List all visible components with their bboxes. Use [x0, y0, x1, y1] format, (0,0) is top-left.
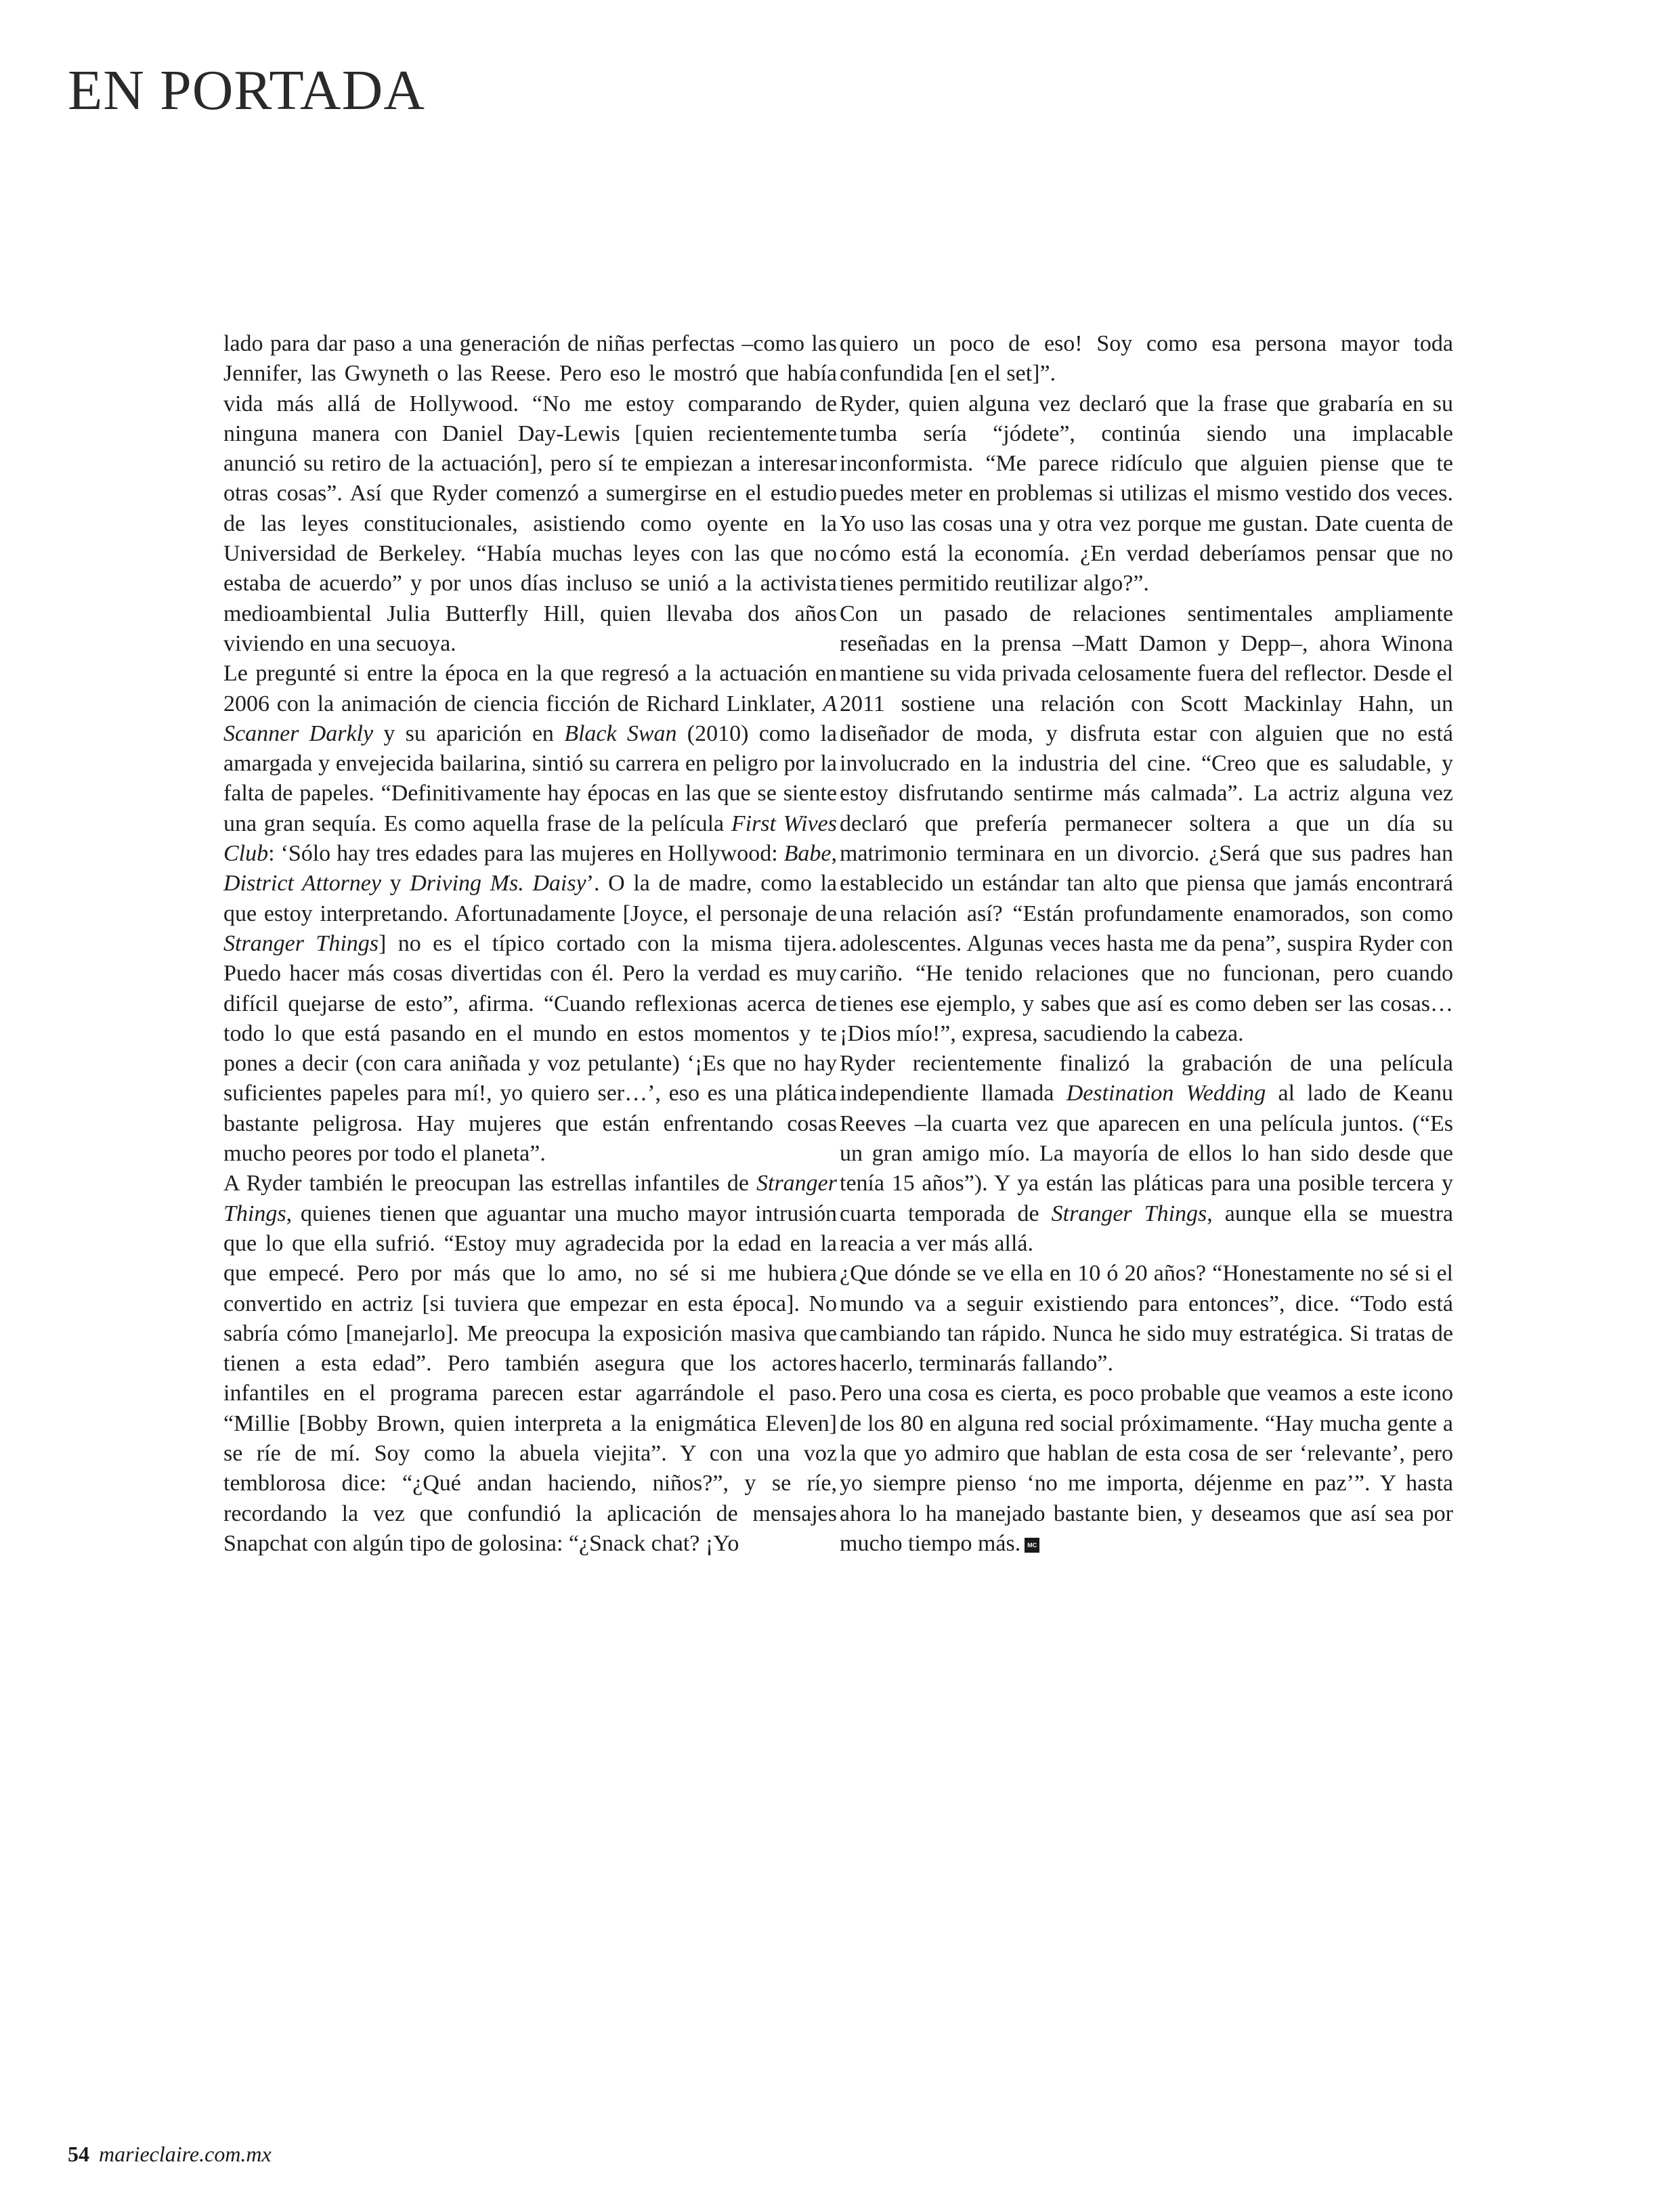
article-column-left: [223, 329, 837, 1559]
text-run: Pero una cosa es cierta, es poco probable que veamos a este icono de los 80 en alguna red social próximamente. “Hay mucha gente a la que yo admiro que hablan de esta cosa de ser ‘relevante’, pero yo siempre pienso ‘no me importa, déjenme en paz’”. Y hasta ahora lo ha manejado bastante bien, y deseamos que así sea por mucho tiempo más.: [840, 1381, 1453, 1556]
article-column-right: [840, 329, 1453, 1559]
text-run: , aunque ella se muestra reacia a ver más allá.: [840, 1201, 1454, 1256]
paragraph: [223, 1169, 837, 1559]
text-run: quiero un poco de eso! Soy como esa persona mayor toda confundida [en el set]”.: [840, 331, 1453, 387]
text-run: , quienes tienen que aguantar una mucho mayor intrusión que lo que ella sufrió. “Estoy muy agradecida por la edad en la que empecé. Pero por más que lo amo, no sé si me hubiera convertido en actriz [si tuviera que empezar en esta época]. No sabría cómo [manejarlo]. Me preocupa la exposición masiva que tienen a esta edad”. Pero también asegura que los actores infantiles en el programa parecen estar agarrándole el paso. “Millie [Bobby Brown, quien interpreta a la enigmática Eleven] se ríe de mí. Soy como la abuela viejita”. Y con una voz temblorosa dice: “¿Qué andan haciendo, niños?”, y se ríe, recordando la vez que confundió la aplicación de mensajes Snapchat con algún tipo de golosina: “¿Snack chat? ¡Yo: [223, 1201, 837, 1556]
paragraph: [840, 389, 1453, 599]
paragraph: [840, 1049, 1453, 1259]
text-run: Ryder, quien alguna vez declaró que la frase que grabaría en su tumba sería “jódete”, continúa siendo una implacable inconformista. “Me parece ridículo que alguien piense que te puedes meter en problemas si utilizas el mismo vestido dos veces. Yo uso las cosas una y otra vez porque me gustan. Date cuenta de cómo está la economía. ¿En verdad deberíamos pensar que no tienes permitido reutilizar algo?”.: [840, 391, 1453, 597]
text-run: Ryder recientemente finalizó la grabación de una película independiente llamada: [840, 1051, 1453, 1106]
paragraph: [840, 1259, 1453, 1379]
text-run: lado para dar paso a una generación de niñas perfectas –como las Jennifer, las Gwyneth o las Reese. Pero eso le mostró que había vida más allá de Hollywood. “No me estoy comparando de ninguna manera con Daniel Day-Lewis [quien recientemente anunció su retiro de la actuación], pero sí te empiezan a interesar otras cosas”. Así que Ryder comenzó a sumergirse en el estudio de las leyes constitucionales, asistiendo como oyente en la Universidad de Berkeley. “Había muchas leyes con las que no estaba de acuerdo” y por unos días incluso se unió a la activista medioambiental Julia Butterfly Hill, quien llevaba dos años viviendo en una secuoya.: [223, 331, 837, 656]
text-run: ¿Que dónde se ve ella en 10 ó 20 años? “Honestamente no sé si el mundo va a seguir existiendo para entonces”, dice. “Todo está cambiando tan rápido. Nunca he sido muy estratégica. Si tratas de hacerlo, terminarás fallando”.: [840, 1261, 1453, 1377]
text-run: Con un pasado de relaciones sentimentales ampliamente reseñadas en la prensa –Matt Damon y Depp–, ahora Winona mantiene su vida privada celosamente fuera del reflector. Desde el 2011 sostiene una relación con Scott Mackinlay Hahn, un diseñador de moda, y disfruta estar con alguien que no está involucrado en la industria del cine. “Creo que es saludable, y estoy disfrutando sentirme más calmada”. La actriz alguna vez declaró que prefería permanecer soltera a que un día su matrimonio terminara en un divorcio. ¿Será que sus padres han establecido un estándar tan alto que piensa que jamás encontrará una relación así? “Están profundamente enamorados, son como adolescentes. Algunas veces hasta me da pena”, suspira Ryder con cariño. “He tenido relaciones que no funcionan, pero cuando tienes ese ejemplo, y sabes que así es como deben ser las cosas… ¡Dios mío!”, expresa, sacudiendo la cabeza.: [840, 601, 1453, 1046]
text-run: (2010) como la amargada y envejecida bailarina, sintió su carrera en peligro por la falta de papeles. “Definitivamente hay épocas en las que se siente una gran sequía. Es como aquella frase de la película: [223, 720, 838, 836]
text-run: y: [381, 871, 410, 897]
italic-title: Driving Ms. Daisy: [410, 871, 586, 897]
text-run: ] no es el típico cortado con la misma tijera. Puedo hacer más cosas divertidas con él. Pero la verdad es muy difícil quejarse de esto”, afirma. “Cuando reflexionas acerca de todo lo que está pasando en el mundo en estos momentos y te pones a decir (con cara aniñada y voz petulante) ‘¡Es que no hay suficientes papeles para mí!, yo quiero ser…’, eso es una plática bastante peligrosa. Hay mujeres que están enfrentando cosas mucho peores por todo el planeta”.: [223, 930, 837, 1167]
text-run: ,: [831, 841, 837, 867]
text-run: y su aparición en: [373, 720, 565, 746]
text-run: al lado de Keanu Reeves –la cuarta vez que aparecen en una película juntos. (“Es un gran amigo mío. La mayoría de ellos lo han sido desde que tenía 15 años”). Y ya están las pláticas para una posible tercera y cuarta temporada de: [840, 1081, 1453, 1226]
section-title: EN PORTADA: [68, 59, 425, 122]
paragraph: [223, 659, 837, 1169]
text-run: ’. O la de madre, como la que estoy interpretando. Afortunadamente [Joyce, el personaje de: [223, 871, 838, 926]
text-run: : ‘Sólo hay tres edades para las mujeres en Hollywood:: [268, 841, 784, 867]
italic-title: A Scanner Darkly: [223, 691, 837, 746]
paragraph: [223, 329, 837, 659]
italic-title: Babe: [783, 841, 832, 867]
italic-title: Stranger Things: [1051, 1201, 1207, 1226]
page-number: 54: [68, 2142, 89, 2166]
paragraph: [840, 599, 1453, 1049]
end-of-article-mark: MC: [1025, 1538, 1039, 1553]
italic-title: Stranger Things: [223, 930, 379, 956]
italic-title: Destination Wedding: [1066, 1081, 1266, 1106]
italic-title: Black Swan: [564, 720, 677, 746]
italic-title: District Attorney: [223, 871, 381, 897]
text-run: A Ryder también le preocupan las estrellas infantiles de: [223, 1171, 756, 1196]
text-run: Le pregunté si entre la época en la que regresó a la actuación en 2006 con la animación de ciencia ficción de Richard Linklater,: [223, 661, 837, 716]
page-footer: [68, 2143, 272, 2165]
italic-title: Stranger Things: [223, 1171, 837, 1226]
italic-title: First Wives Club: [223, 811, 837, 867]
paragraph: [840, 1379, 1453, 1559]
website-link[interactable]: marieclaire.com.mx: [99, 2142, 272, 2166]
paragraph: [840, 329, 1453, 389]
